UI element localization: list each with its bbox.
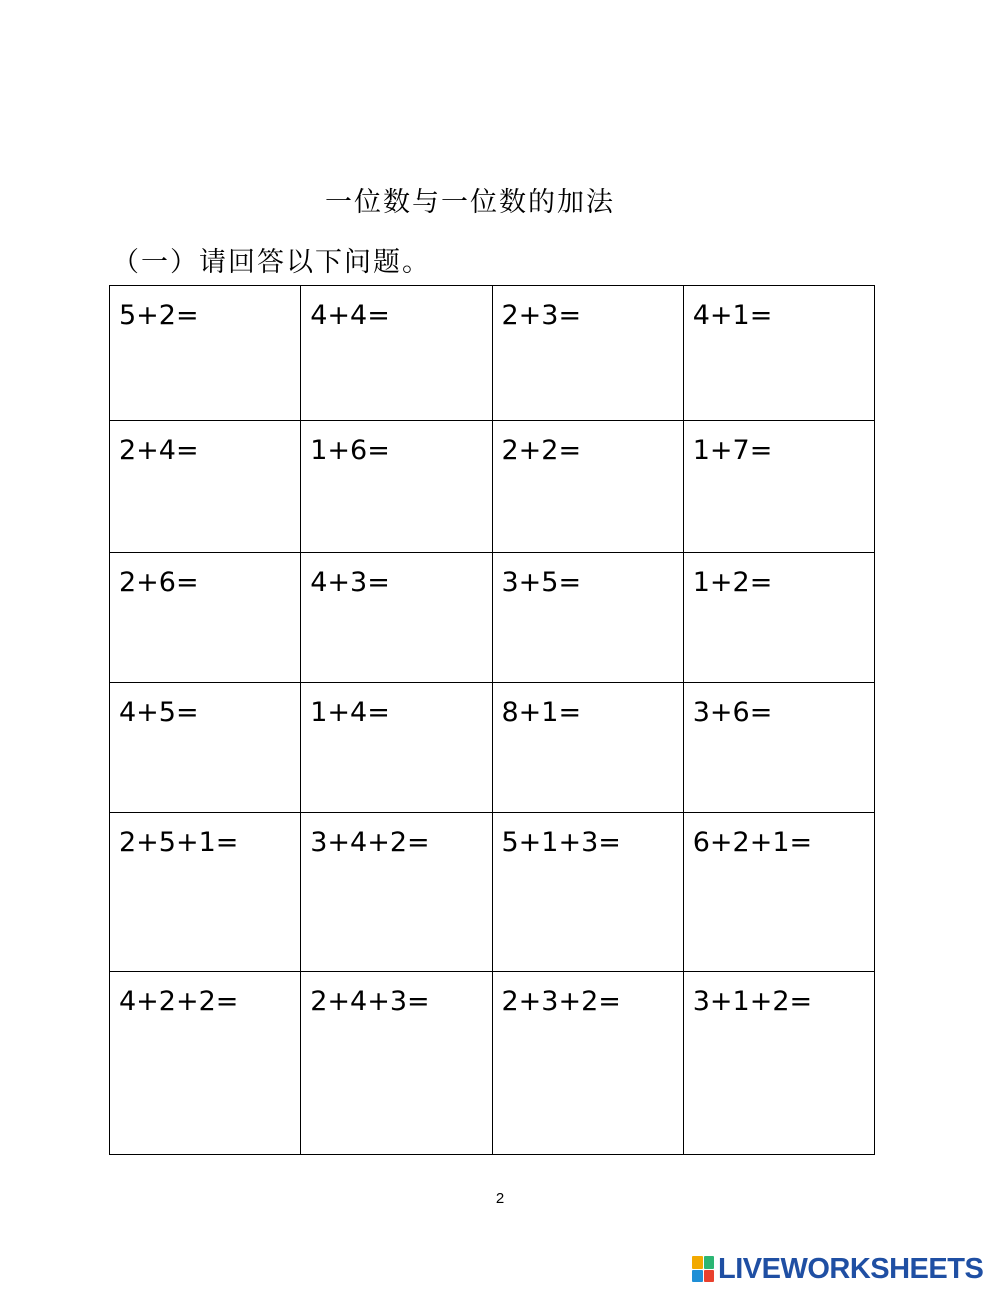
problem-cell[interactable]: 4+5= (110, 683, 301, 813)
problem-cell[interactable]: 2+5+1= (110, 813, 301, 972)
table-row (110, 286, 875, 421)
problem-cell[interactable]: 2+6= (110, 553, 301, 683)
problem-cell[interactable]: 4+3= (301, 553, 492, 683)
problem-cell[interactable]: 2+3= (492, 286, 683, 421)
problem-cell[interactable]: 5+1+3= (492, 813, 683, 972)
section-heading: （一）请回答以下问题。 (112, 247, 431, 278)
problem-cell[interactable]: 6+2+1= (683, 813, 874, 972)
problem-cell[interactable]: 1+6= (301, 421, 492, 553)
table-row (110, 813, 875, 972)
page-number: 2 (495, 1190, 505, 1207)
liveworksheets-logo[interactable] (692, 1252, 983, 1286)
problem-cell[interactable]: 3+6= (683, 683, 874, 813)
table-row (110, 683, 875, 813)
problem-cell[interactable]: 4+4= (301, 286, 492, 421)
problem-cell[interactable]: 2+3+2= (492, 972, 683, 1155)
table-row (110, 972, 875, 1155)
problems-table (109, 285, 875, 1155)
problem-cell[interactable]: 2+4= (110, 421, 301, 553)
worksheet-title: 一位数与一位数的加法 (325, 187, 615, 218)
problem-cell[interactable]: 3+5= (492, 553, 683, 683)
table-row (110, 553, 875, 683)
problem-cell[interactable]: 4+1= (683, 286, 874, 421)
liveworksheets-logo-icon (692, 1256, 714, 1282)
problem-cell[interactable]: 3+4+2= (301, 813, 492, 972)
problem-cell[interactable]: 4+2+2= (110, 972, 301, 1155)
problem-cell[interactable]: 1+2= (683, 553, 874, 683)
problem-cell[interactable]: 3+1+2= (683, 972, 874, 1155)
problem-cell[interactable]: 5+2= (110, 286, 301, 421)
table-row (110, 421, 875, 553)
problem-cell[interactable]: 2+2= (492, 421, 683, 553)
problem-cell[interactable]: 1+7= (683, 421, 874, 553)
problem-cell[interactable]: 8+1= (492, 683, 683, 813)
problem-cell[interactable]: 2+4+3= (301, 972, 492, 1155)
problem-cell[interactable]: 1+4= (301, 683, 492, 813)
liveworksheets-logo-text: LIVEWORKSHEETS (718, 1252, 984, 1285)
